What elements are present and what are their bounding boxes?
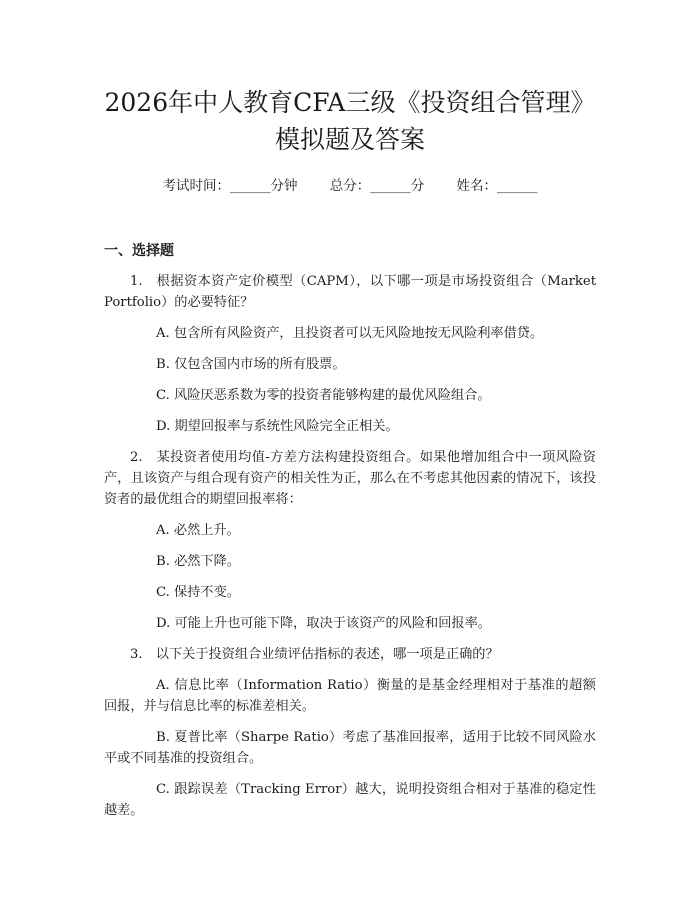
question-3-option-c: C. 跟踪误差（Tracking Error）越大，说明投资组合相对于基准的稳定性越差。: [104, 782, 596, 818]
name-field: 姓名：______: [456, 178, 538, 194]
question-3-option-b: B. 夏普比率（Sharpe Ratio）考虑了基准回报率，适用于比较不同风险水平或不同基准的投资组合。: [104, 730, 596, 766]
document-title: [104, 0, 596, 158]
question-2-option-c: C. 保持不变。: [156, 585, 240, 600]
exam-time-field: 考试时间：______分钟: [162, 178, 298, 194]
question-2-option-a: A. 必然上升。: [156, 523, 240, 538]
exam-info: [104, 176, 596, 196]
question-1-option-a: A. 包含所有风险资产，且投资者可以无风险地按无风险利率借贷。: [156, 326, 544, 341]
title-line-2: 模拟题及答案: [274, 125, 425, 154]
question-2-option-b: B. 必然下降。: [156, 554, 241, 569]
question-1-stem: 1. 根据资本资产定价模型（CAPM），以下哪一项是市场投资组合（Market Portfolio）的必要特征？: [104, 274, 596, 310]
question-2-stem: 2. 某投资者使用均值-方差方法构建投资组合。如果他增加组合中一项风险资产，且该资产与组合现有资产的相关性为正，那么在不考虑其他因素的情况下，该投资者的最优组合的期望回报率将：: [104, 450, 596, 507]
total-score-field: 总分：______分: [329, 178, 425, 194]
question-3-option-a: A. 信息比率（Information Ratio）衡量的是基金经理相对于基准的超额回报，并与信息比率的标准差相关。: [104, 678, 596, 714]
question-1-option-d: D. 期望回报率与系统性风险完全正相关。: [156, 419, 399, 434]
question-1-option-c: C. 风险厌恶系数为零的投资者能够构建的最优风险组合。: [156, 388, 491, 403]
section-heading: 一、选择题: [104, 243, 174, 259]
question-3-stem: 3. 以下关于投资组合业绩评估指标的表述，哪一项是正确的？: [130, 647, 499, 662]
question-1-option-b: B. 仅包含国内市场的所有股票。: [156, 357, 346, 372]
title-line-1: 2026年中人教育CFA三级《投资组合管理》: [104, 88, 596, 117]
question-2-option-d: D. 可能上升也可能下降，取决于该资产的风险和回报率。: [156, 616, 491, 631]
